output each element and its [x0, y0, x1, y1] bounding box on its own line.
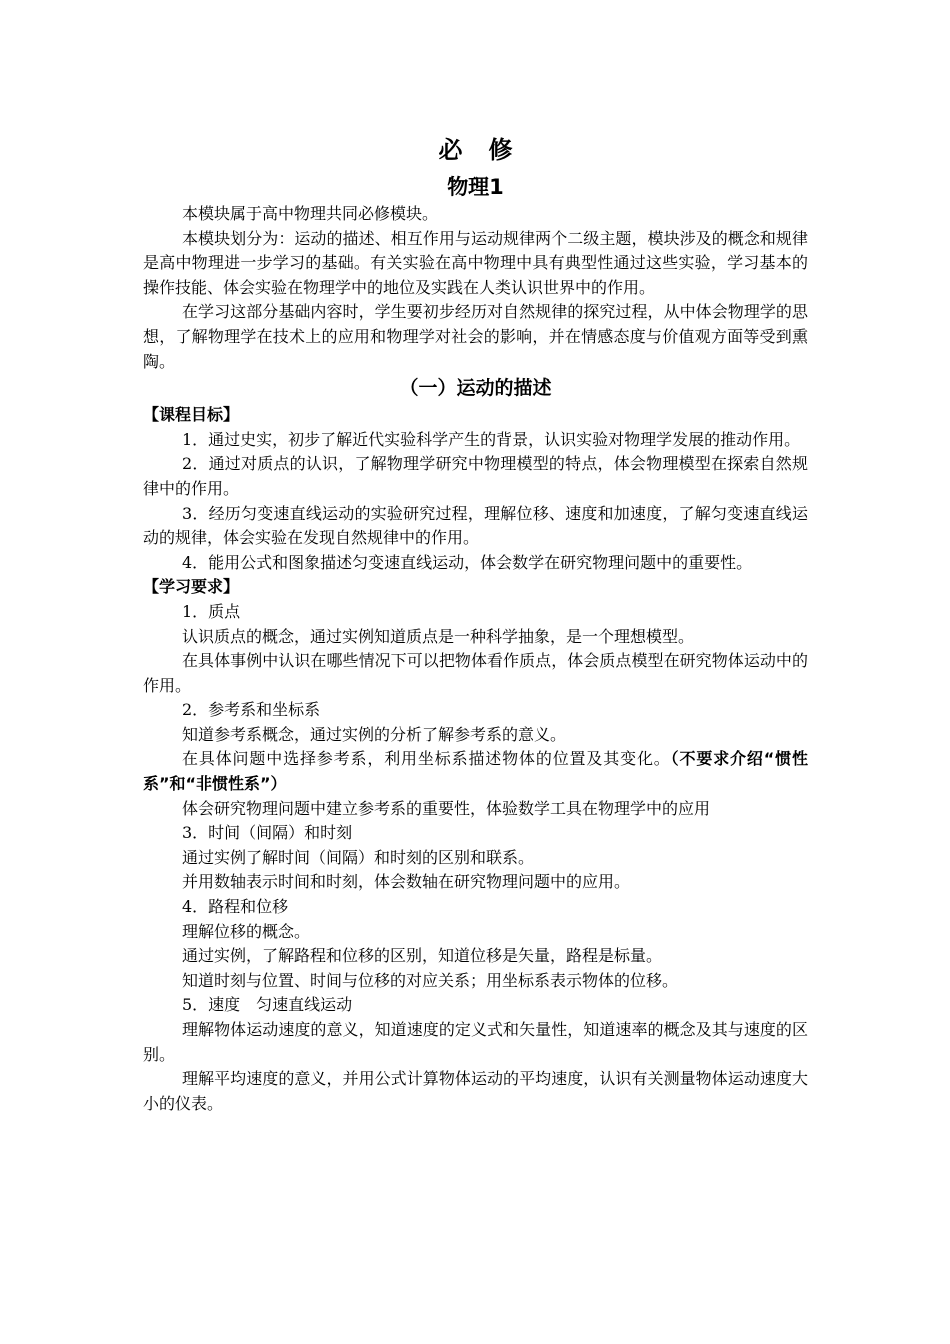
intro-paragraph: 本模块属于高中物理共同必修模块。 [182, 204, 439, 223]
goals-heading: 【课程目标】 [143, 405, 240, 425]
requirement-text: 理解位移的概念。 [182, 921, 311, 941]
requirement-text: 理解平均速度的意义，并用公式计算物体运动的平均速度，认识有关测量物体运动速度大小的仪表。 [143, 1069, 808, 1113]
requirement-text: 认识质点的概念，通过实例知道质点是一种科学抽象，是一个理想模型。 [182, 626, 695, 646]
document-title: 必修 [438, 136, 539, 164]
goal-item: 2．通过对质点的认识，了解物理学研究中物理模型的特点，体会物理模型在探索自然规律中的作用。 [143, 454, 808, 498]
requirement-text: 知道时刻与位置、时间与位移的对应关系；用坐标系表示物体的位移。 [182, 970, 679, 990]
goal-item: 3．经历匀变速直线运动的实验研究过程，理解位移、速度和加速度，了解匀变速直线运动的规律，体会实验在发现自然规律中的作用。 [143, 503, 808, 548]
intro-paragraph: 本模块划分为：运动的描述、相互作用与运动规律两个二级主题，模块涉及的概念和规律是高中物理进一步学习的基础。有关实验在高中物理中具有典型性通过这些实验，学习基本的操作技能、体会实验在物理学中的地位及实践在人类认识世界中的作用。 [143, 228, 808, 297]
requirement-title: 4．路程和位移 [182, 897, 289, 917]
requirement-text-with-note [143, 747, 808, 796]
module-title: 物理1 [447, 175, 504, 199]
requirement-text: 体会研究物理问题中建立参考系的重要性，体验数学工具在物理学中的应用 [182, 798, 711, 818]
requirement-text: 通过实例，了解路程和位移的区别，知道位移是矢量，路程是标量。 [182, 946, 663, 966]
goal-item: 1．通过史实，初步了解近代实验科学产生的背景，认识实验对物理学发展的推动作用。 [182, 429, 801, 449]
requirement-title: 1．质点 [182, 601, 241, 621]
goal-item: 4．能用公式和图象描述匀变速直线运动，体会数学在研究物理问题中的重要性。 [182, 552, 753, 572]
requirement-title: 3．时间（间隔）和时刻 [182, 823, 353, 843]
requirement-text: 并用数轴表示时间和时刻，体会数轴在研究物理问题中的应用。 [182, 872, 631, 892]
requirement-text: 理解物体运动速度的意义，知道速度的定义式和矢量性，知道速率的概念及其与速度的区别。 [143, 1020, 808, 1064]
intro-paragraph: 在学习这部分基础内容时，学生要初步经历对自然规律的探究过程，从中体会物理学的思想，了解物理学在技术上的应用和物理学对社会的影响，并在情感态度与价值观方面等受到熏陶。 [143, 302, 808, 371]
document-page [143, 128, 808, 1116]
section-title: （一）运动的描述 [399, 377, 552, 400]
requirement-text: 知道参考系概念，通过实例的分析了解参考系的意义。 [182, 724, 567, 744]
requirement-text: 通过实例了解时间（间隔）和时刻的区别和联系。 [182, 847, 535, 867]
requirements-heading: 【学习要求】 [143, 577, 240, 597]
requirement-title: 5．速度 匀速直线运动 [182, 995, 353, 1015]
requirement-note: （不要求介绍“惯性系”和“非惯性系”） [143, 749, 808, 794]
requirement-text: 在具体事例中认识在哪些情况下可以把物体看作质点，体会质点模型在研究物体运动中的作用。 [143, 651, 808, 695]
requirement-text: 在具体问题中选择参考系，利用坐标系描述物体的位置及其变化。 [182, 749, 671, 769]
requirement-title: 2．参考系和坐标系 [182, 700, 321, 720]
